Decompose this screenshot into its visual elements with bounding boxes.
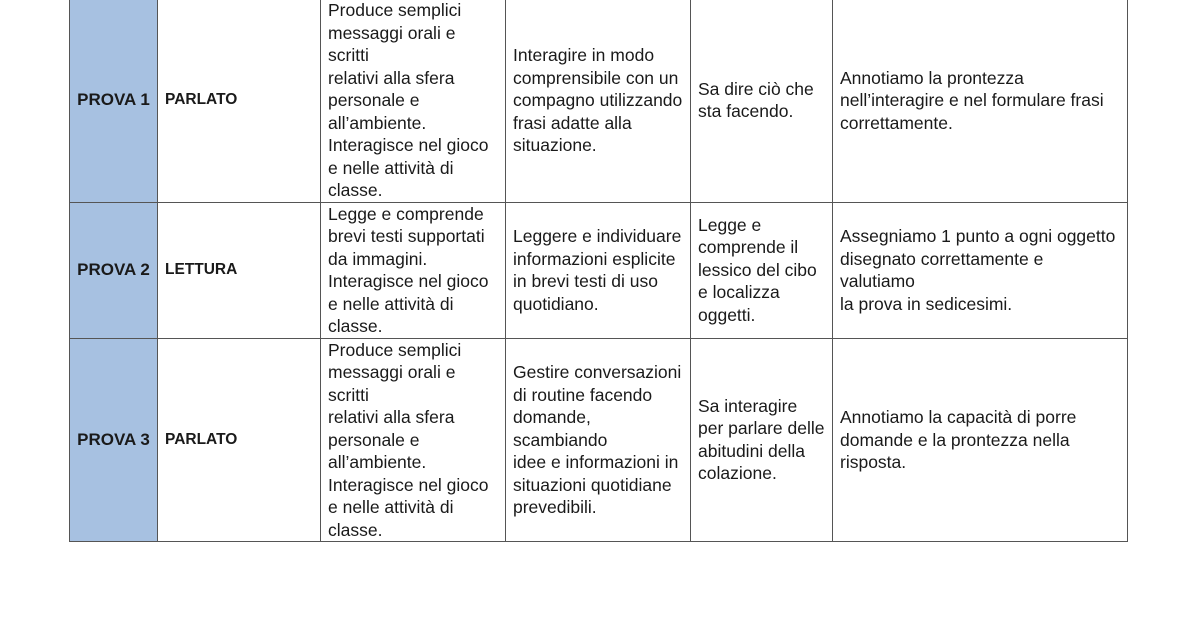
indicator-cell: Legge e comprende il lessico del cibo e localizza oggetti. xyxy=(691,202,833,338)
competence-cell: Produce semplici messaggi orali e scritti relativi alla sfera personale e all’ambiente. Interagisce nel gioco e nelle attività di classe. xyxy=(321,0,506,202)
test-label: PROVA 2 xyxy=(70,202,158,338)
objective-cell: Interagire in modo comprensibile con un compagno utilizzando frasi adatte alla situazione. xyxy=(506,0,691,202)
test-label: PROVA 1 xyxy=(70,0,158,202)
objective-cell: Gestire conversazioni di routine facendo domande, scambiando idee e informazioni in situazioni quotidiane prevedibili. xyxy=(506,338,691,542)
table-row xyxy=(70,202,1128,338)
skill-cell: PARLATO xyxy=(158,338,321,542)
objective-cell: Leggere e individuare informazioni esplicite in brevi testi di uso quotidiano. xyxy=(506,202,691,338)
evaluation-cell: Annotiamo la capacità di porre domande e la prontezza nella risposta. xyxy=(833,338,1128,542)
test-label: PROVA 3 xyxy=(70,338,158,542)
evaluation-cell: Annotiamo la prontezza nell’interagire e nel formulare frasi correttamente. xyxy=(833,0,1128,202)
indicator-cell: Sa dire ciò che sta facendo. xyxy=(691,0,833,202)
evaluation-cell: Assegniamo 1 punto a ogni oggetto disegnato correttamente e valutiamo la prova in sedicesimi. xyxy=(833,202,1128,338)
skill-cell: PARLATO xyxy=(158,0,321,202)
skill-cell: LETTURA xyxy=(158,202,321,338)
indicator-cell: Sa interagire per parlare delle abitudini della colazione. xyxy=(691,338,833,542)
table-row xyxy=(70,338,1128,542)
competence-cell: Legge e comprende brevi testi supportati da immagini. Interagisce nel gioco e nelle attività di classe. xyxy=(321,202,506,338)
assessment-table xyxy=(69,0,1128,542)
table-row xyxy=(70,0,1128,202)
competence-cell: Produce semplici messaggi orali e scritti relativi alla sfera personale e all’ambiente. Interagisce nel gioco e nelle attività di classe. xyxy=(321,338,506,542)
